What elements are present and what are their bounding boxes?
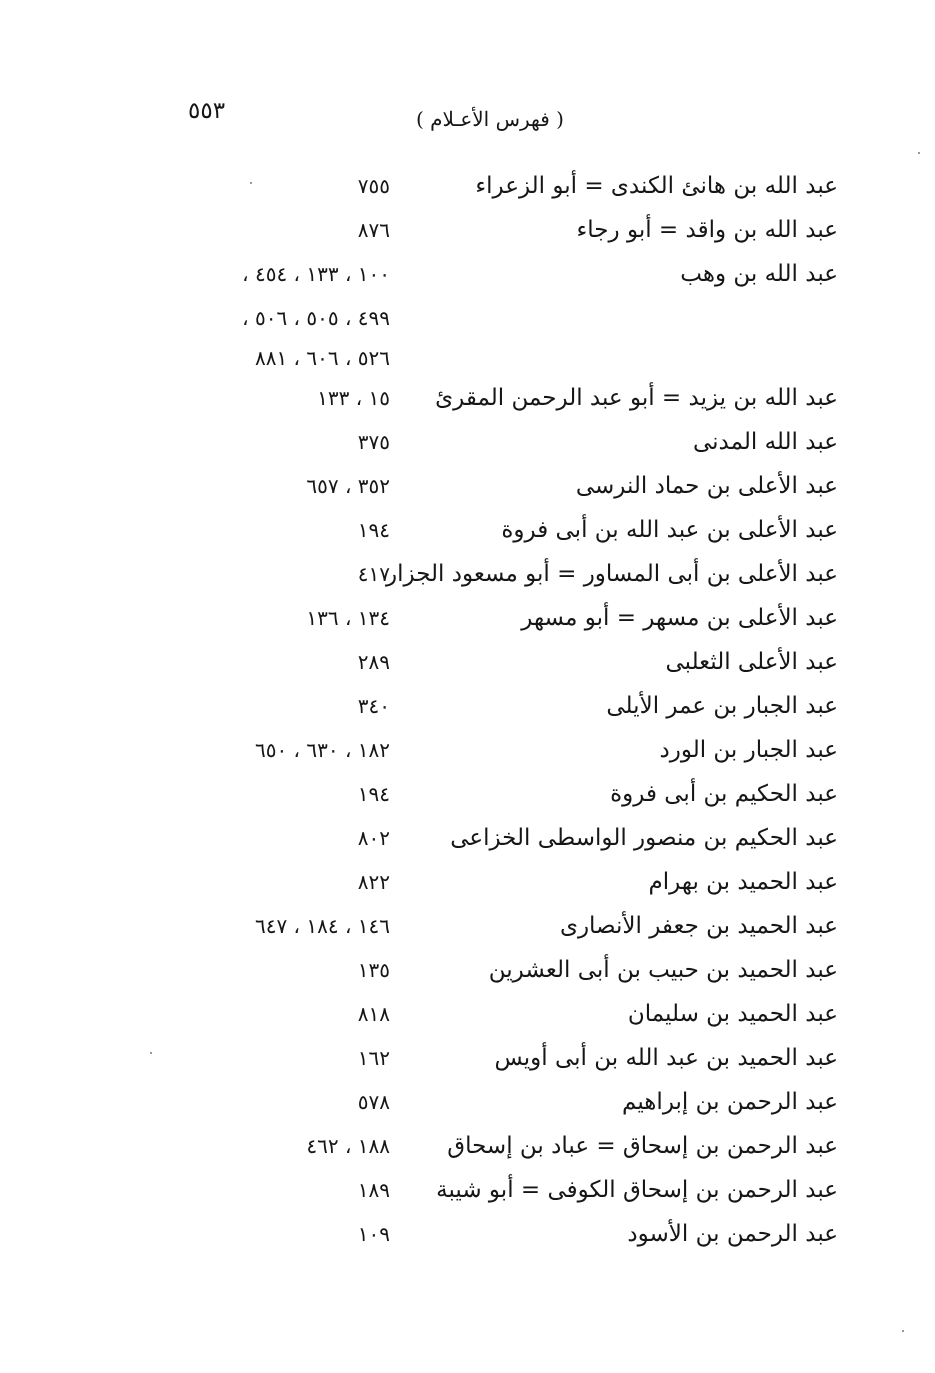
entry-pages: ١٦٢ [357, 1046, 390, 1070]
entry-pages: ١٠٠ ، ١٣٣ ، ٤٥٤ ، [242, 262, 390, 286]
entry-pages: ٨٢٢ [357, 870, 390, 894]
index-entries [0, 168, 935, 1260]
entry-name: عبد الحميد بن جعفر الأنصارى [559, 913, 838, 939]
entry-pages: ١٣٤ ، ١٣٦ [306, 606, 390, 630]
index-entry [0, 1216, 935, 1260]
entry-name: عبد الرحمن بن الأسود [627, 1221, 838, 1247]
entry-pages: ٣٤٠ [357, 694, 390, 718]
index-entry [0, 776, 935, 820]
index-entry [0, 688, 935, 732]
index-entry [0, 1128, 935, 1172]
entry-pages: ١٣٥ [357, 958, 390, 982]
index-entry [0, 1084, 935, 1128]
entry-name: عبد الله بن يزيد = أبو عبد الرحمن المقرئ [435, 385, 838, 411]
entry-name: عبد الله بن واقد = أبو رجاء [576, 217, 838, 243]
index-entry [0, 908, 935, 952]
entry-name: عبد الحميد بن بهرام [648, 869, 838, 895]
index-entry [0, 468, 935, 512]
entry-name: عبد الأعلى بن أبى المساور = أبو مسعود الجزار [386, 561, 838, 587]
index-entry-continuation [0, 340, 935, 380]
entry-pages: ١٤٦ ، ١٨٤ ، ٦٤٧ [254, 914, 390, 938]
index-entry [0, 512, 935, 556]
entry-name: عبد الأعلى الثعلبى [665, 649, 838, 675]
entry-pages: ٣٥٢ ، ٦٥٧ [306, 474, 390, 498]
entry-name: عبد الحكيم بن أبى فروة [610, 781, 838, 807]
index-entry [0, 212, 935, 256]
index-entry [0, 380, 935, 424]
entry-pages: ٤١٧ [357, 562, 390, 586]
index-entry [0, 644, 935, 688]
scan-speck [150, 1052, 152, 1054]
index-entry [0, 952, 935, 996]
entry-pages: ١٨٨ ، ٤٦٢ [306, 1134, 390, 1158]
index-entry [0, 1172, 935, 1216]
entry-name: عبد الجبار بن الورد [659, 737, 838, 763]
entry-name: عبد الرحمن بن إسحاق = عباد بن إسحاق [447, 1133, 838, 1159]
scan-speck [250, 182, 252, 184]
entry-pages: ٧٥٥ [357, 174, 390, 198]
index-entry [0, 168, 935, 212]
entry-pages: ٣٧٥ [357, 430, 390, 454]
entry-name: عبد الله المدنى [692, 429, 838, 455]
entry-pages: ٥٧٨ [357, 1090, 390, 1114]
entry-pages: ١٥ ، ١٣٣ [317, 386, 390, 410]
index-entry [0, 256, 935, 300]
entry-name: عبد الجبار بن عمر الأيلى [606, 693, 838, 719]
entry-pages: ١٩٤ [357, 518, 390, 542]
entry-pages: ١٩٤ [357, 782, 390, 806]
entry-pages: ٨١٨ [357, 1002, 390, 1026]
index-entry [0, 820, 935, 864]
scan-speck [902, 1330, 904, 1332]
entry-pages: ٥٢٦ ، ٦٠٦ ، ٨٨١ [254, 346, 390, 370]
entry-pages: ٨٠٢ [357, 826, 390, 850]
entry-pages: ٨٧٦ [357, 218, 390, 242]
entry-name: عبد الأعلى بن مسهر = أبو مسهر [521, 605, 838, 631]
entry-pages: ٤٩٩ ، ٥٠٥ ، ٥٠٦ ، [242, 306, 390, 330]
entry-name: عبد الرحمن بن إسحاق الكوفى = أبو شيبة [436, 1177, 838, 1203]
index-entry-continuation [0, 300, 935, 340]
entry-name: عبد الأعلى بن حماد النرسى [575, 473, 838, 499]
entry-pages: ٢٨٩ [357, 650, 390, 674]
entry-name: عبد الأعلى بن عبد الله بن أبى فروة [501, 517, 838, 543]
entry-pages: ١٨٩ [357, 1178, 390, 1202]
index-entry [0, 600, 935, 644]
index-entry [0, 424, 935, 468]
entry-pages: ١٠٩ [357, 1222, 390, 1246]
index-entry [0, 864, 935, 908]
entry-name: عبد الرحمن بن إبراهيم [622, 1089, 838, 1115]
running-title: ( فهرس الأعـلام ) [416, 107, 564, 131]
scan-speck [918, 152, 920, 154]
index-entry [0, 732, 935, 776]
entry-name: عبد الحميد بن عبد الله بن أبى أويس [494, 1045, 838, 1071]
entry-pages: ١٨٢ ، ٦٣٠ ، ٦٥٠ [254, 738, 390, 762]
index-entry [0, 1040, 935, 1084]
index-entry [0, 556, 935, 600]
entry-name: عبد الله بن هانئ الكندى = أبو الزعراء [475, 173, 838, 199]
entry-name: عبد الحميد بن حبيب بن أبى العشرين [488, 957, 838, 983]
entry-name: عبد الله بن وهب [680, 261, 838, 287]
page-number: ٥٥٣ [188, 98, 226, 124]
entry-name: عبد الحكيم بن منصور الواسطى الخزاعى [450, 825, 838, 851]
index-entry [0, 996, 935, 1040]
entry-name: عبد الحميد بن سليمان [627, 1001, 838, 1027]
